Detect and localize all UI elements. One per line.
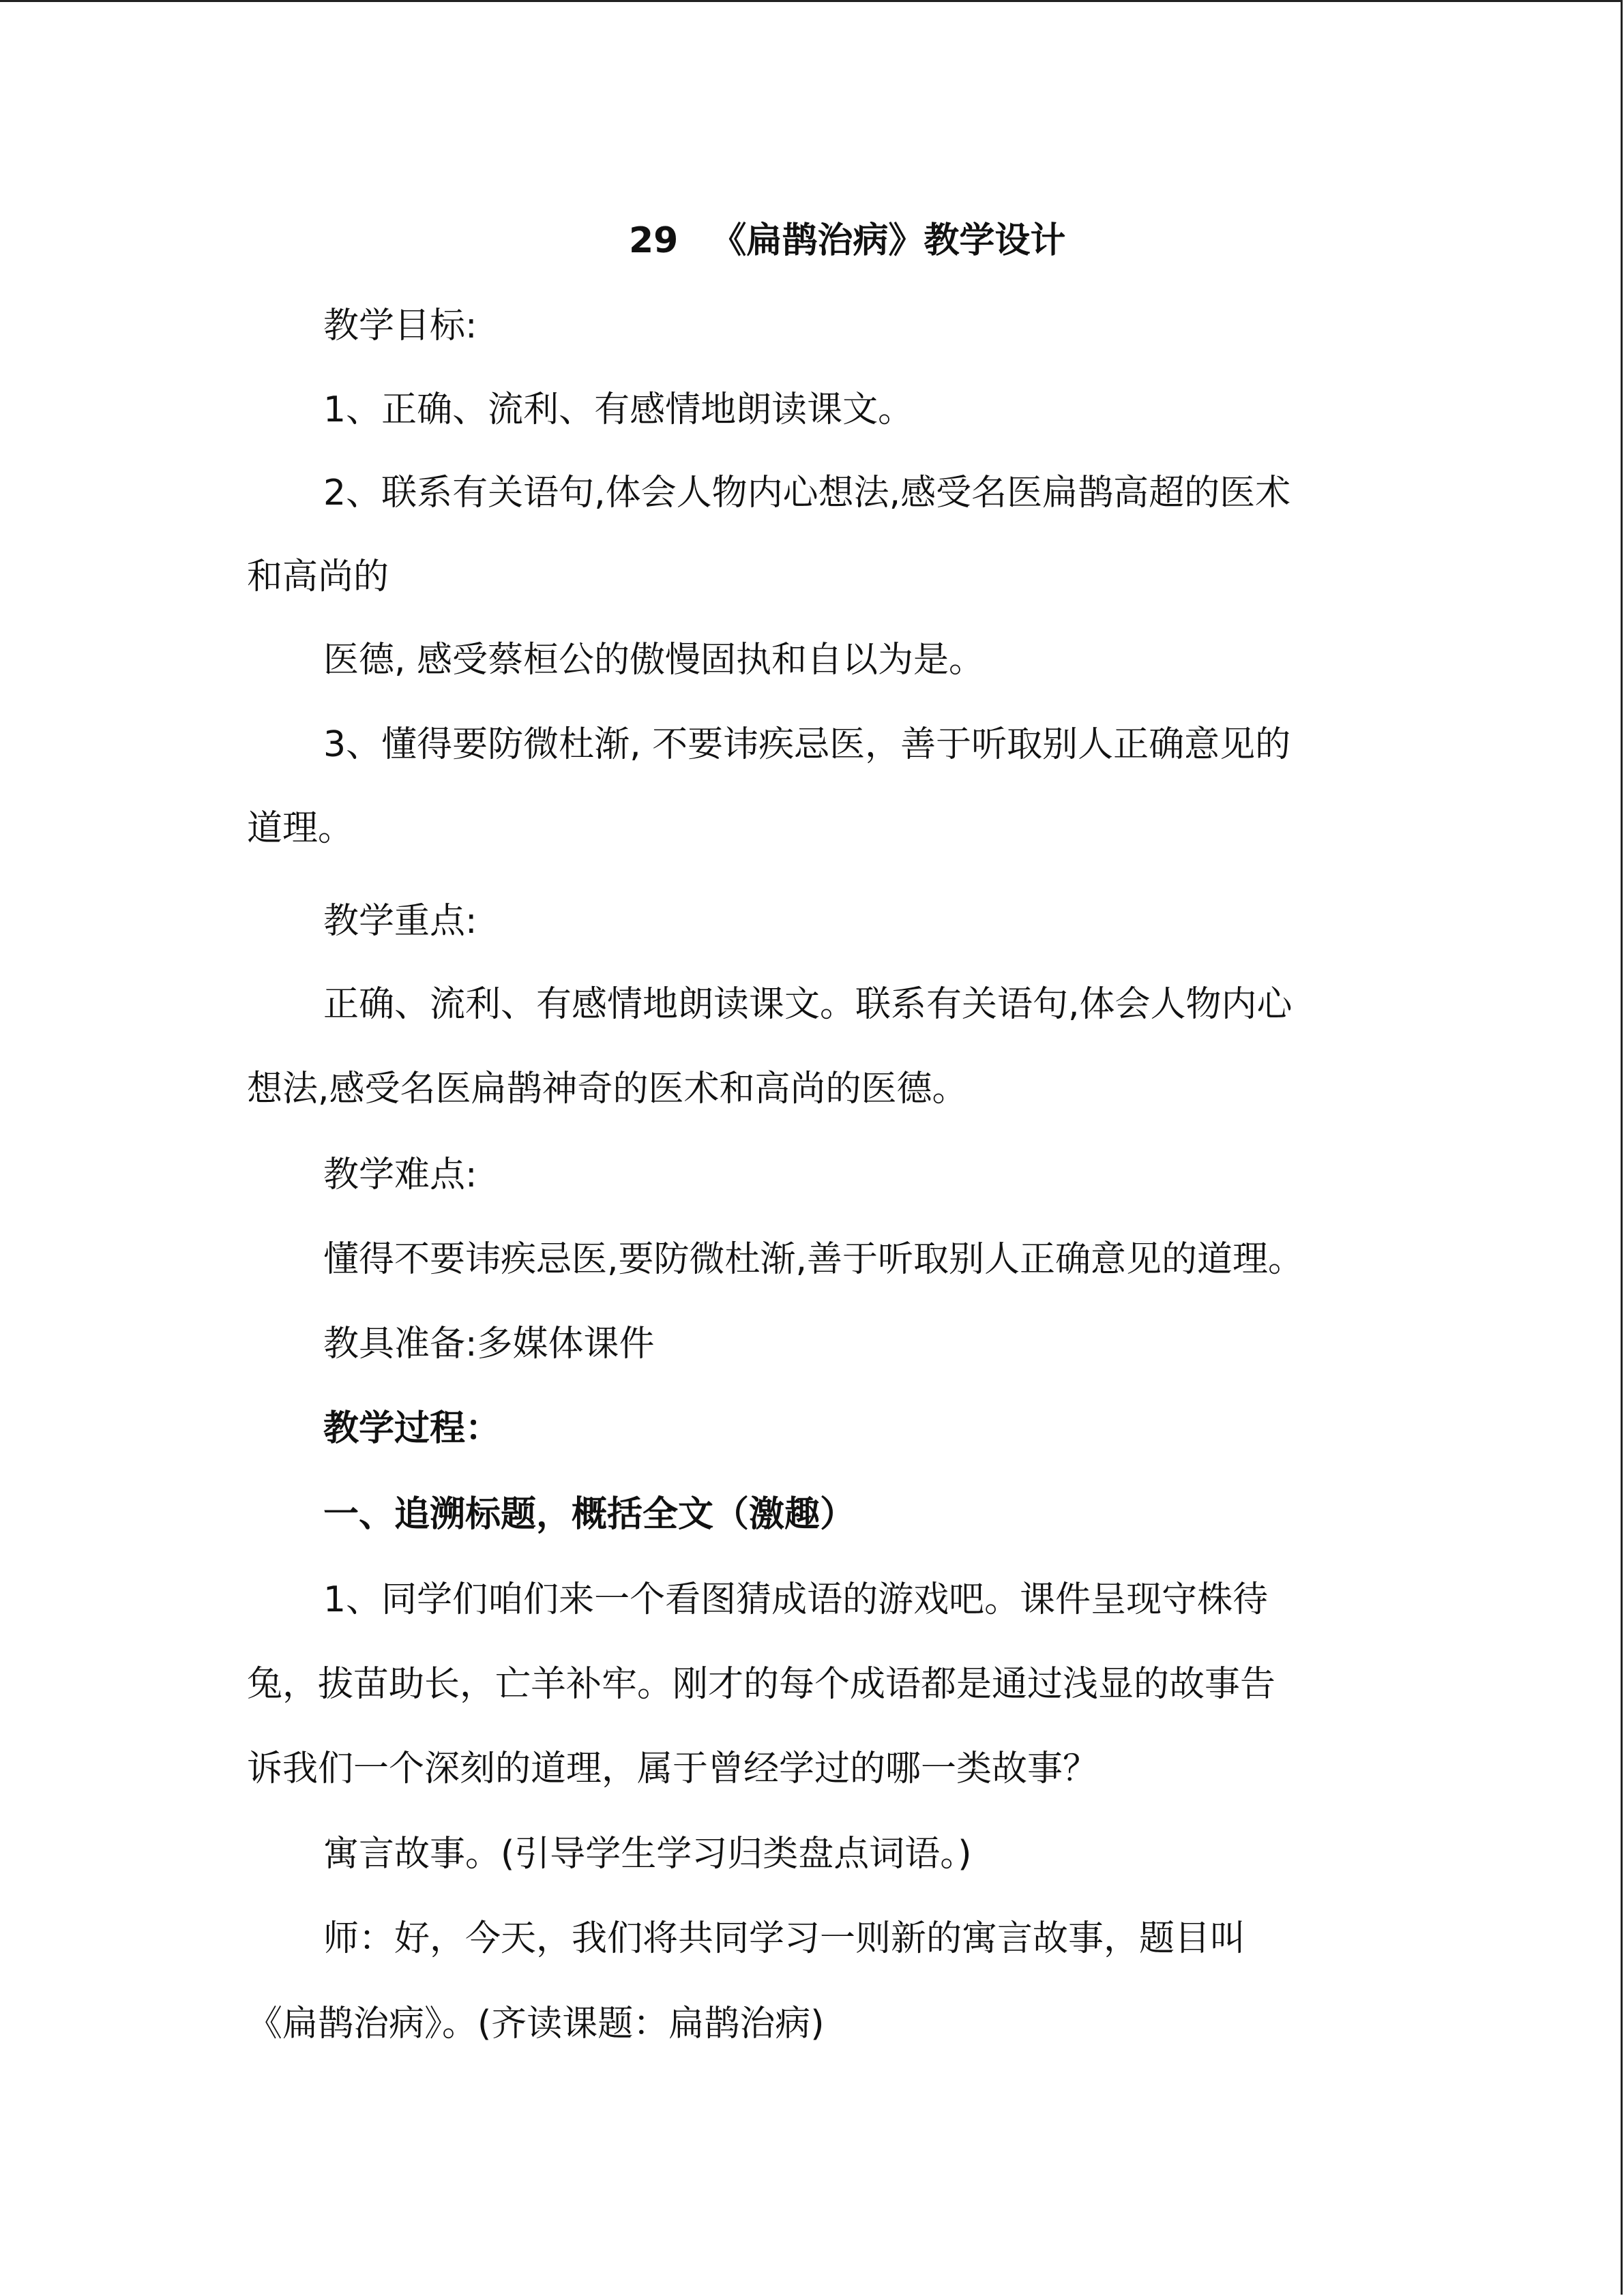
title-number: 29 xyxy=(629,220,679,261)
paragraph-2: 寓言故事。(引导学生学习归类盘点词语。) xyxy=(323,1834,972,1875)
teaching-aids: 教具准备:多媒体课件 xyxy=(323,1324,655,1365)
paragraph-3-line-1: 师：好，今天，我们将共同学习一则新的寓言故事，题目叫 xyxy=(323,1918,1246,1959)
goal-3-line-2: 道理。 xyxy=(247,808,354,849)
goal-1: 1、正确、流利、有感情地朗读课文。 xyxy=(323,389,914,430)
heading-key-points: 教学重点: xyxy=(323,901,477,942)
paragraph-3-line-2: 《扁鹊治病》。(齐读课题：扁鹊治病) xyxy=(247,2003,825,2044)
difficulties-text: 懂得不要讳疾忌医,要防微杜渐,善于听取别人正确意见的道理。 xyxy=(323,1239,1304,1280)
title-text: 《扁鹊治病》教学设计 xyxy=(711,220,1066,261)
paragraph-1-line-3: 诉我们一个深刻的道理，属于曾经学过的哪一类故事？ xyxy=(247,1748,1099,1789)
heading-teaching-process: 教学过程： xyxy=(323,1408,501,1449)
heading-difficulties: 教学难点: xyxy=(323,1154,477,1195)
paragraph-1-line-1: 1、同学们咱们来一个看图猜成语的游戏吧。课件呈现守株待 xyxy=(323,1579,1269,1620)
heading-teaching-goals: 教学目标: xyxy=(323,305,477,346)
goal-2-line-1: 2、联系有关语句,体会人物内心想法,感受名医扁鹊高超的医术 xyxy=(323,473,1291,513)
key-points-line-2: 想法,感受名医扁鹊神奇的医术和高尚的医德。 xyxy=(247,1069,968,1109)
goal-2-line-3: 医德, 感受蔡桓公的傲慢固执和自以为是。 xyxy=(323,640,985,681)
goal-3-line-1: 3、懂得要防微杜渐, 不要讳疾忌医，善于听取别人正确意见的 xyxy=(323,724,1291,765)
paragraph-1-line-2: 兔，拔苗助长，亡羊补牢。刚才的每个成语都是通过浅显的故事告 xyxy=(247,1664,1276,1705)
section-1-heading: 一、追溯标题，概括全文（激趣） xyxy=(323,1494,856,1535)
key-points-line-1: 正确、流利、有感情地朗读课文。联系有关语句,体会人物内心 xyxy=(323,984,1293,1025)
document-title xyxy=(629,217,1065,265)
goal-2-line-2: 和高尚的 xyxy=(247,556,389,597)
